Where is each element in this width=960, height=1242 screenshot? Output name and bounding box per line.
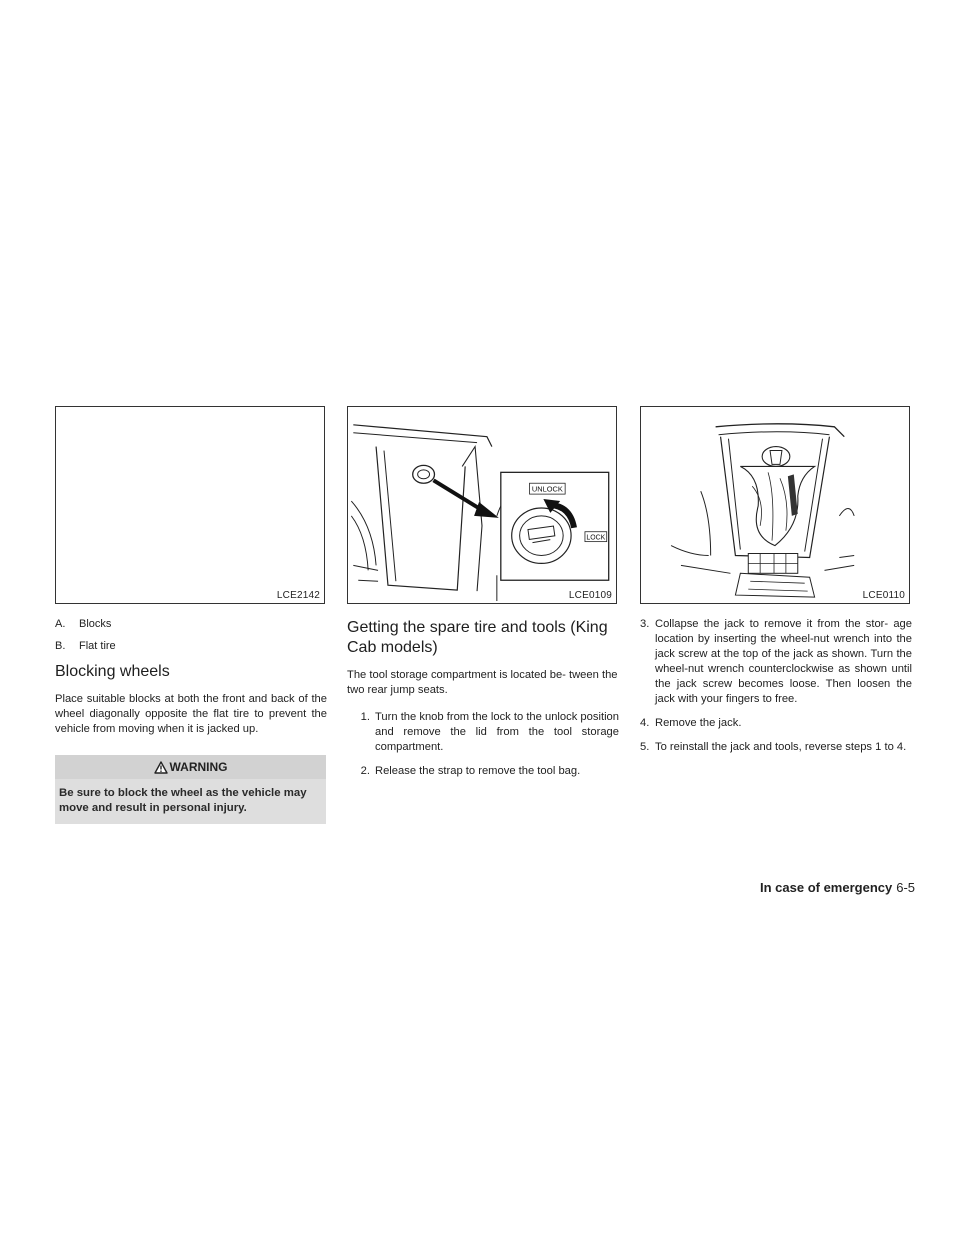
jack-storage-illustration (641, 407, 909, 603)
column-2 (347, 406, 619, 788)
step-number: 5. (640, 741, 650, 753)
step-text: Collapse the jack to remove it from the stor- age location by inserting the wheel-nut wrench into the jack screw at the top of the jack as shown. Turn the wheel-nut wrench counterclockwise as shown until the jack screw becomes loose. Then loosen the jack with your fingers to free. (655, 618, 912, 705)
legend-text: Flat tire (79, 640, 116, 652)
step-item (640, 716, 912, 731)
step-item (640, 617, 912, 707)
blocking-wheels-paragraph: Place suitable blocks at both the front and back of the wheel diagonally opposite the flat tire to prevent the vehicle from moving when it is jacked up. (55, 693, 327, 735)
figure-blocking-wheels (55, 406, 325, 604)
legend-key: A. (55, 618, 66, 630)
column-3 (640, 406, 912, 764)
legend-key: B. (55, 640, 66, 652)
legend-item (55, 640, 327, 652)
step-number: 4. (640, 717, 650, 729)
step-text: To reinstall the jack and tools, reverse steps 1 to 4. (655, 741, 907, 753)
step-text: Release the strap to remove the tool bag. (375, 765, 581, 777)
page-footer (760, 880, 920, 895)
footer-section-title: In case of emergency (760, 880, 893, 895)
section-heading-blocking-wheels: Blocking wheels (55, 663, 170, 680)
step-number: 3. (640, 618, 650, 630)
spare-tire-steps (347, 710, 619, 779)
jack-steps (640, 617, 912, 755)
figure-jack-storage (640, 406, 910, 604)
spare-tire-intro: The tool storage compartment is located be- tween the two rear jump seats. (347, 669, 618, 696)
tool-storage-lid-illustration (348, 407, 616, 603)
step-item (347, 710, 619, 755)
figure-code: LCE0109 (568, 590, 612, 601)
figure-legend (55, 618, 327, 652)
legend-item (55, 618, 327, 630)
column-1 (55, 406, 327, 824)
step-text: Remove the jack. (655, 717, 742, 729)
label-unlock: UNLOCK (531, 484, 563, 494)
figure-tool-storage-lid (347, 406, 617, 604)
warning-header (55, 755, 326, 779)
step-item (347, 764, 619, 779)
label-lock: LOCK (586, 534, 606, 542)
warning-box (55, 755, 326, 824)
figure-code: LCE0110 (862, 590, 905, 601)
warning-text: Be sure to block the wheel as the vehicle may move and result in personal injury. (55, 779, 326, 824)
warning-title: WARNING (169, 760, 228, 774)
step-item (640, 740, 912, 755)
step-text: Turn the knob from the lock to the unlock position and remove the lid from the tool storage compartment. (375, 711, 619, 753)
legend-text: Blocks (79, 618, 112, 630)
page-number: 6-5 (896, 880, 916, 895)
figure-code: LCE2142 (276, 590, 320, 601)
step-number: 2. (360, 765, 370, 777)
step-number: 1. (360, 711, 370, 723)
warning-triangle-icon (154, 761, 168, 774)
section-heading-spare-tire: Getting the spare tire and tools (King Cab models) (347, 619, 608, 656)
